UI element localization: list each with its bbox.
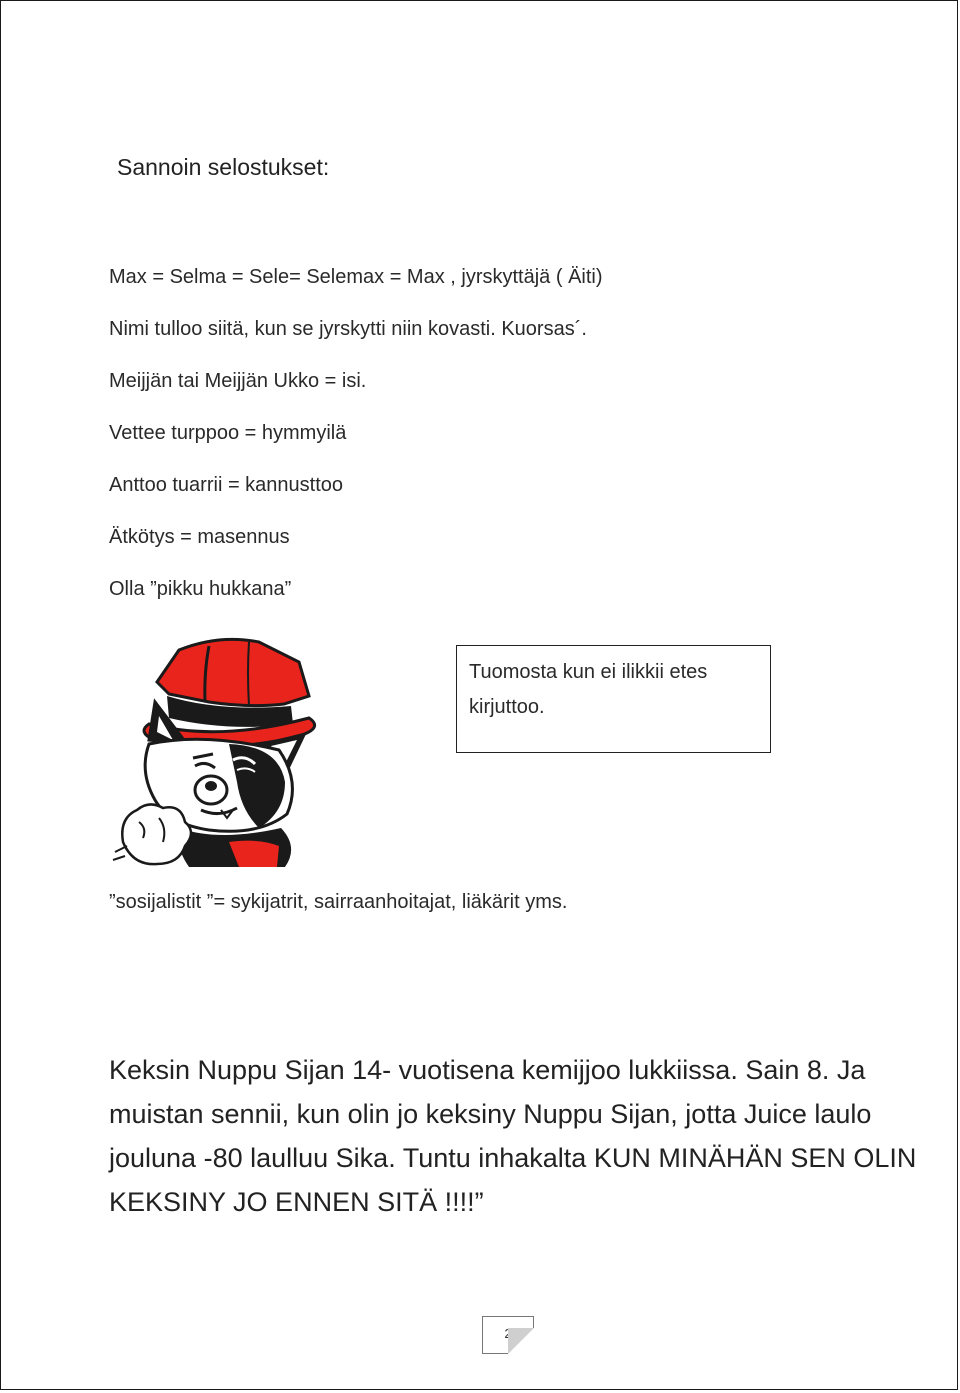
saying-line-1: Max = Selma = Sele= Selemax = Max , jyrskyttäjä ( Äiti)	[109, 266, 603, 288]
page-number-box	[482, 1316, 534, 1354]
saying-line-2: Nimi tulloo siitä, kun se jyrskytti niin kovasti. Kuorsas´.	[109, 318, 587, 340]
page-corner-fold-icon	[508, 1328, 534, 1354]
page-heading: Sannoin selostukset:	[117, 154, 330, 180]
saying-line-5: Anttoo tuarrii = kannusttoo	[109, 474, 344, 496]
page-number: 2	[504, 1326, 512, 1341]
definition-line: ”sosijalistit ”= sykijatrit, sairraanhoitajat, liäkärit yms.	[109, 891, 568, 913]
saying-line-3: Meijjän tai Meijjän Ukko = isi.	[109, 370, 367, 392]
closing-paragraph: Keksin Nuppu Sijan 14- vuotisena kemijjoo lukkiissa. Sain 8. Ja muistan sennii, kun olin jo keksiny Nuppu Sijan, jotta Juice laulo jouluna -80 laulluu Sika. Tuntu inhakalta KUN MINÄHÄN SEN OLIN KEKSINY JO ENNEN SITÄ !!!!”	[109, 1055, 917, 1217]
cat-with-top-hat-illustration	[109, 632, 319, 867]
caption-box: Tuomosta kun ei ilikkii etes kirjuttoo.	[456, 645, 771, 753]
saying-line-6: Ätkötys = masennus	[109, 526, 290, 548]
saying-line-4: Vettee turppoo = hymmyilä	[109, 422, 347, 444]
saying-line-7: Olla ”pikku hukkana”	[109, 578, 292, 600]
